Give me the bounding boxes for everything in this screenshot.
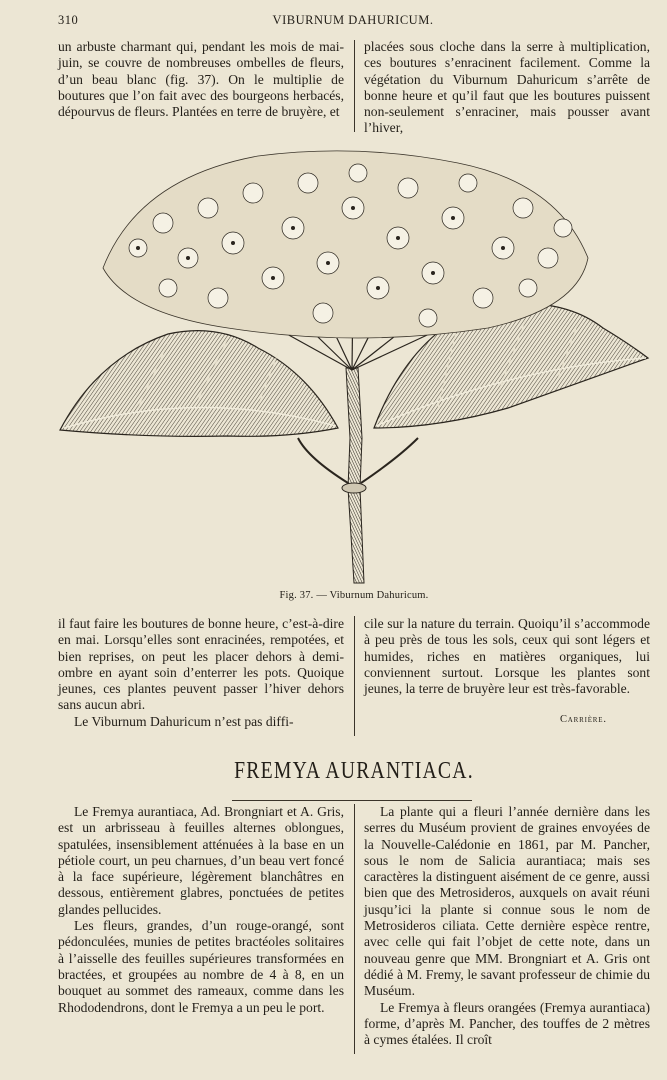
- article-column-divider: [354, 804, 355, 1054]
- figure-caption: Fig. 37. — Viburnum Dahuricum.: [279, 590, 429, 601]
- left-leaf: [60, 331, 338, 437]
- author-signature: Carrière.: [560, 714, 607, 725]
- viburnum-illustration: [58, 138, 650, 590]
- article-left-column: [58, 804, 344, 1016]
- middle-left-column: [58, 616, 344, 730]
- article-left-p1: Le Fremya aurantiaca, Ad. Brongniart et A. Gris, est un arbrisseau à feuilles alternes oblongues, spatulées, insensiblement atténuées à la base en un pétiole court, un peu charnues, d’un beau vert foncé à la face supérieure, légèrement blanchâtres en dessous, entièrement glabres, ponctuées de petites glandes pellucides.: [58, 804, 344, 917]
- flower-cluster: [103, 151, 588, 338]
- middle-column-divider: [354, 616, 355, 736]
- article-title: FREMYA AURANTIACA.: [234, 758, 474, 784]
- running-title: VIBURNUM DAHURICUM.: [272, 13, 434, 27]
- middle-right-text: cile sur la nature du terrain. Quoiqu’il s’accommode à peu près de tous les sols, ceux qui sont légers et humides, riches en matières organiques, lui conviennent surtout. Lorsque les plantes sont jeunes, la terre de bruyère leur est très-favorable.: [364, 616, 650, 697]
- top-column-divider: [354, 40, 355, 132]
- top-right-column: [364, 39, 650, 137]
- title-underline: [232, 800, 472, 801]
- middle-right-column: [364, 616, 650, 697]
- page-header: [58, 13, 648, 31]
- top-right-text: placées sous cloche dans la serre à multiplication, ces boutures s’enracinent facilement. Comme la végétation du Viburnum Dahuricum s’arrête de bonne heure et qu’il faut que les boutures puissent non-seulement s’enraciner, mais pousser avant l’hiver,: [364, 39, 650, 136]
- middle-left-text: il faut faire les boutures de bonne heure, c’est-à-dire en mai. Lorsqu’elles sont enracinées, rempotées, et bien reprises, on peut les placer dehors à demi-ombre en ayant soin d’enterrer les pots. Quoique jeunes, ces plantes peuvent passer l’hiver dehors sans aucun abri.: [58, 616, 344, 713]
- page-number: 310: [58, 13, 79, 27]
- article-right-p1: La plante qui a fleuri l’année dernière dans les serres du Muséum provient de graines envoyées de la Nouvelle-Calédonie en 1861, par M. Pancher, sous le nom de Salicia aurantiaca; mais ses caractères la distinguent aisément de ce genre, aussi bien que des Metrosideros, auxquels on avait réuni jusqu’ici la plante si connue sous le nom de Metrosideros ciliata. Cette dernière espèce rentre, avec celle qui fait l’objet de cette note, dans un nouveau genre que MM. Brongniart et A. Gris ont dédié à M. Fremy, le savant professeur de chimie du Muséum.: [364, 804, 650, 999]
- top-left-text: un arbuste charmant qui, pendant les mois de mai-juin, se couvre de nombreuses ombelles de fleurs, d’un beau blanc (fig. 37). On le multiplie de boutures que l’on fait avec des bourgeons herbacés, dépourvus de fleurs. Plantées en terre de bruyère, et: [58, 39, 344, 120]
- article-right-p2: Le Fremya à fleurs orangées (Fremya aurantiaca) forme, d’après M. Pancher, des touffes de 2 mètres à cymes étalées. Il croît: [364, 999, 650, 1048]
- article-right-column: [364, 804, 650, 1048]
- middle-left-text-2: Le Viburnum Dahuricum n’est pas diffi-: [74, 713, 294, 729]
- article-left-p2: Les fleurs, grandes, d’un rouge-orangé, sont pédonculées, munies de petites bractéoles solitaires à l’aisselle des feuilles supérieures transformées en bractées, et groupées au nombre de 4 à 8, en un bouquet au sommet des rameaux, comme dans les Rhododendrons, dont le Fremya a un peu le port.: [58, 918, 344, 1015]
- top-left-column: [58, 39, 344, 120]
